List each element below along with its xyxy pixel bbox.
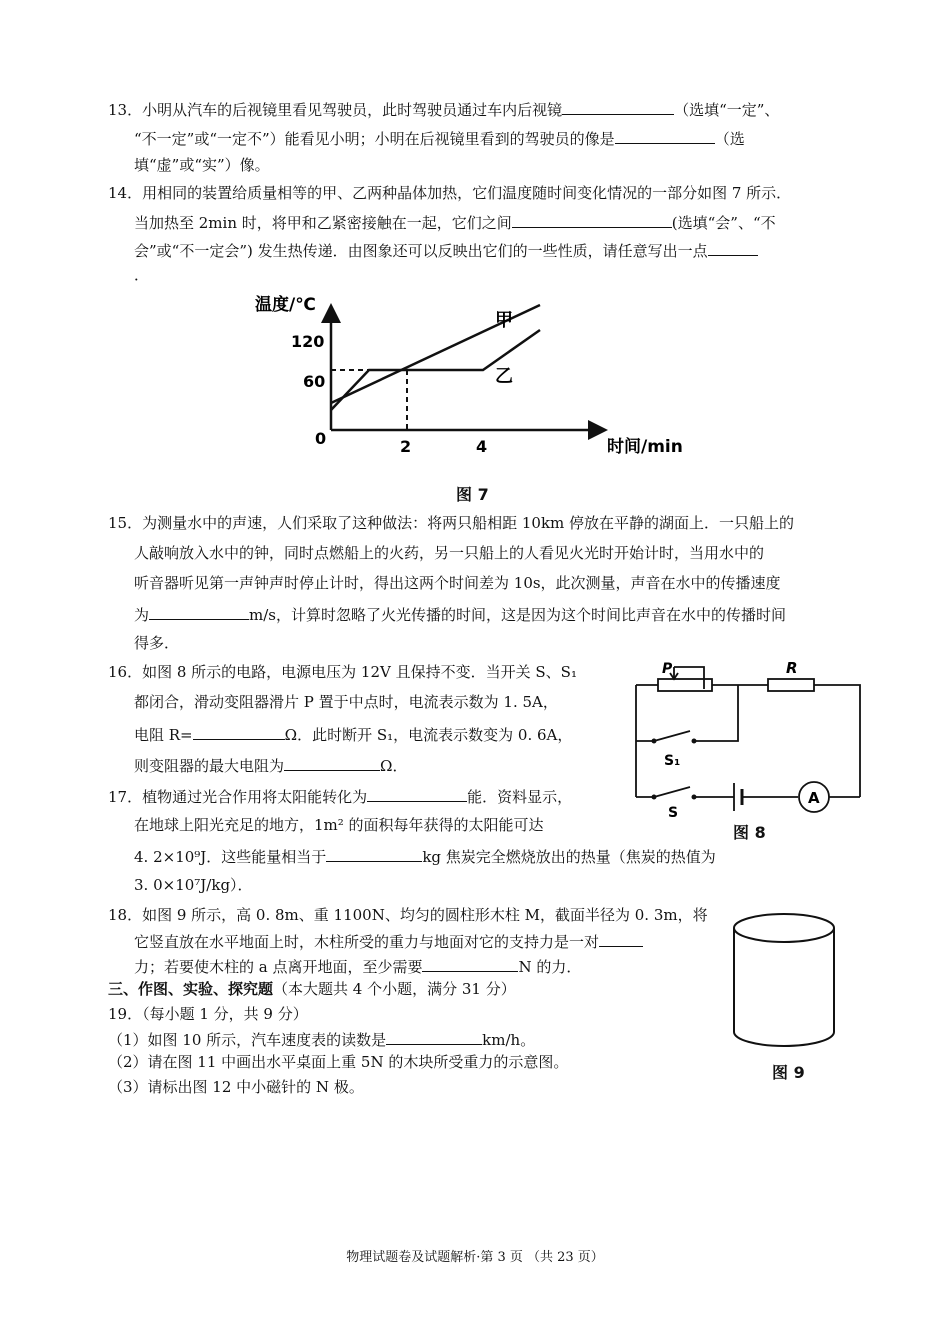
q13-line1: 13．小明从汽车的后视镜里看见驾驶员，此时驾驶员通过车内后视镜 （选填“一定”、 [108,98,779,120]
q15-line4: 为 m/s，计算时忽略了火光传播的时间，这是因为这个时间比声音在水中的传播时间 [134,603,786,625]
q17-line4: 3. 0×10⁷J/kg）． [134,876,253,894]
figure-7-caption: 图 7 [456,485,489,504]
label-S: S [668,805,679,821]
answer-blank[interactable] [326,845,422,862]
q15-line3: 听音器听见第一声钟声时停止计时，得出这两个时间差为 10s，此次测量，声音在水中的传播速度 [134,574,781,592]
switch-S [654,787,690,797]
figure-7-chart [245,290,705,460]
series-label-jia: 甲 [495,310,513,331]
q19-sub3: （3）请标出图 12 中小磁针的 N 极。 [108,1078,364,1096]
switch-S1 [654,731,690,741]
q17-line3: 4. 2×10⁹J．这些能量相当于 kg 焦炭完全燃烧放出的热量（焦炭的热值为 [134,845,716,867]
x-tick-label: 4 [476,437,488,456]
q14-line3: 会”或“不一定会”) 发生热传递．由图象还可以反映出它们的一些性质，请任意写出一点 [134,239,758,261]
answer-blank[interactable] [599,930,643,947]
section-3-heading: 三、作图、实验、探究题（本大题共 4 个小题，满分 31 分） [108,980,516,998]
q15-line2: 人敲响放入水中的钟，同时点燃船上的火药，另一只船上的人看见火光时开始计时，当用水中的 [134,544,765,562]
figure-9-caption: 图 9 [772,1063,805,1082]
figure-8-circuit [628,655,868,825]
q19-sub1: （1）如图 10 所示，汽车速度表的读数是 km/h。 [108,1028,535,1050]
q16-line3: 电阻 R= Ω．此时断开 S₁，电流表示数变为 0. 6A， [134,723,572,745]
q17-line2: 在地球上阳光充足的地方，1m² 的面积每年获得的太阳能可达 [134,816,544,834]
page-footer: 物理试题卷及试题解析·第 3 页 （共 23 页） [346,1250,604,1265]
x-tick-label: 2 [400,437,412,456]
label-P: P [662,661,673,677]
answer-blank[interactable] [367,785,467,802]
q13-line3: 填“虚”或“实”）像。 [134,156,270,174]
answer-blank[interactable] [708,239,758,256]
series-label-yi: 乙 [495,366,513,387]
q19-head: 19．（每小题 1 分，共 9 分） [108,1005,308,1023]
q16-line1: 16．如图 8 所示的电路，电源电压为 12V 且保持不变．当开关 S、S₁ [108,663,577,681]
q13-line2: “不一定”或“一定不”）能看见小明；小明在后视镜里看到的驾驶员的像是 （选 [134,127,745,149]
label-A: A [808,789,820,807]
q18-line1: 18．如图 9 所示，高 0. 8m、重 1100N、均匀的圆柱形木柱 M，截面半径为 0. 3m，将 [108,906,708,924]
label-R: R [786,659,798,677]
answer-blank[interactable] [386,1028,482,1045]
answer-blank[interactable] [149,603,249,620]
answer-blank[interactable] [615,127,715,144]
answer-blank[interactable] [562,98,674,115]
q15-line1: 15．为测量水中的声速，人们采取了这种做法：将两只船相距 10km 停放在平静的湖面上．一只船上的 [108,514,795,532]
q16-line4: 则变阻器的最大电阻为 Ω． [134,754,407,776]
answer-blank[interactable] [193,723,285,740]
q18-line2: 它竖直放在水平地面上时，木柱所受的重力与地面对它的支持力是一对 [134,930,643,952]
q14-line1: 14．用相同的装置给质量相等的甲、乙两种晶体加热，它们温度随时间变化情况的一部分如图 7 所示． [108,184,792,202]
figure-9-cylinder [728,906,842,1052]
y-axis-label: 温度/℃ [255,295,316,315]
origin-label: 0 [315,429,327,448]
q19-sub2: （2）请在图 11 中画出水平桌面上重 5N 的木块所受重力的示意图。 [108,1053,569,1071]
label-S1: S₁ [664,753,681,769]
figure-8-caption: 图 8 [733,823,766,842]
answer-blank[interactable] [512,211,672,228]
resistor-R [768,679,814,691]
y-tick-label: 120 [291,332,325,351]
answer-blank[interactable] [284,754,380,771]
q16-line2: 都闭合，滑动变阻器滑片 P 置于中点时，电流表示数为 1. 5A， [134,693,558,711]
q15-line5: 得多． [134,634,180,652]
q17-line1: 17．植物通过光合作用将太阳能转化为 能．资料显示， [108,785,572,807]
q14-line2: 当加热至 2min 时，将甲和乙紧密接触在一起，它们之间 (选填“会”、“不 [134,211,776,233]
q18-line3: 力；若要使木柱的 a 点离开地面，至少需要 N 的力． [134,955,581,977]
y-tick-label: 60 [303,372,326,391]
x-axis-label: 时间/min [607,437,683,457]
q14-line4: ． [134,266,150,284]
answer-blank[interactable] [422,955,518,972]
